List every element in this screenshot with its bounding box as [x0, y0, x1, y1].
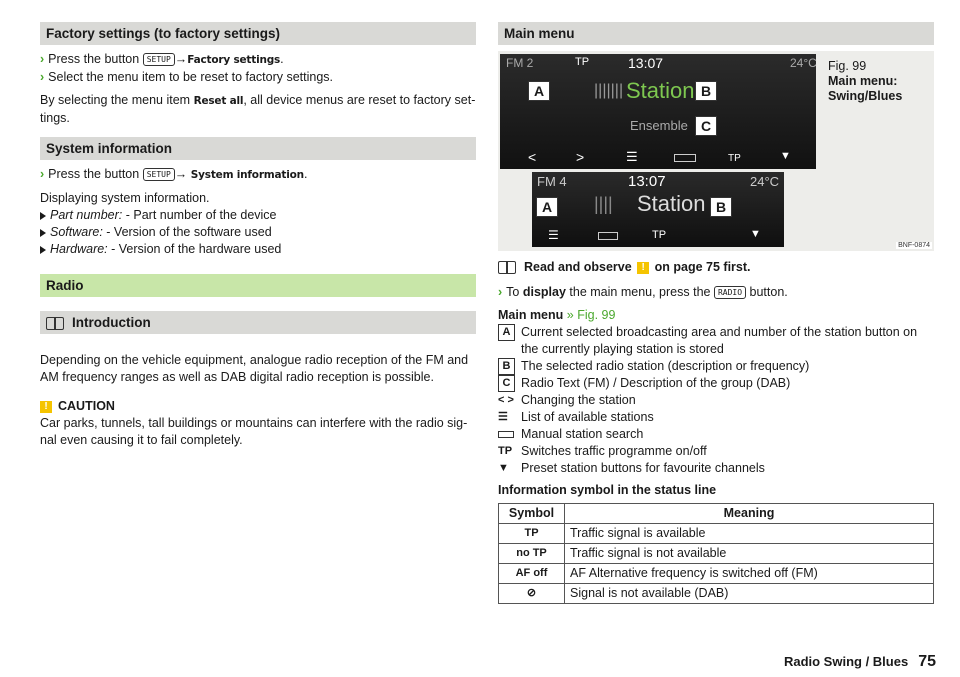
no-signal-icon: ⊘ [499, 584, 565, 604]
band-label: FM 2 [506, 56, 534, 70]
legend-item-presets: ▼ Preset station buttons for favourite channels [498, 461, 765, 475]
introduction-heading: Introduction [40, 311, 476, 334]
sysinfo-item: Software: - Version of the software used [40, 224, 476, 241]
factory-step-1: › Press the button SETUP →Factory settings. [40, 52, 284, 66]
next-station-icon: > [576, 149, 585, 165]
sysinfo-item: Part number: - Part number of the device [40, 207, 476, 224]
status-symbol-table [498, 503, 934, 604]
tp-button: TP [652, 229, 667, 241]
figure-id: BNF-0874 [898, 242, 930, 249]
arrow-icon: → [174, 52, 188, 66]
radio-key: RADIO [714, 286, 746, 299]
triangle-down-icon: ▼ [498, 462, 509, 474]
triangle-down-icon: ▼ [750, 228, 761, 240]
triangle-down-icon: ▼ [780, 150, 791, 162]
time-label: 13:07 [628, 173, 666, 190]
info-symbol-heading: Information symbol in the status line [498, 483, 717, 497]
station-name: Station [626, 78, 695, 103]
system-information-heading: System information [40, 137, 476, 160]
figure-99 [498, 51, 934, 251]
ensemble-label: Ensemble [630, 118, 688, 133]
callout-b: B [710, 197, 732, 217]
legend-item-a: A Current selected broadcasting area and number of the station button on the currently playing station is stored [498, 324, 934, 358]
triangle-right-icon [40, 229, 46, 237]
list-icon: ☰ [548, 228, 559, 242]
prev-next-icon: < > [498, 394, 514, 406]
left-column [40, 22, 476, 449]
prev-station-icon: < [528, 149, 537, 165]
tp-button: TP [728, 153, 741, 164]
right-column [498, 22, 934, 604]
book-icon [46, 317, 64, 330]
signal-bars-icon: |||| [594, 194, 613, 214]
main-menu-label: Main menu » Fig. 99 [498, 308, 616, 322]
legend-item-list: ☰ List of available stations [498, 410, 654, 424]
triangle-right-icon [40, 246, 46, 254]
temp-label: 24°C [750, 174, 780, 189]
display-instruction: › To display the main menu, press the RADIO button. [498, 285, 788, 299]
radio-intro-text: Depending on the vehicle equipment, analogue radio reception of the FM and AM frequency ranges as well as DAB digital radio reception is possible. [40, 353, 469, 384]
radio-screen-swing [500, 54, 816, 169]
temp-label: 24°C [790, 56, 817, 70]
read-observe-note: Read and observe ! on page 75 first. [498, 259, 934, 276]
sysinfo-step: › Press the button SETUP → System information. [40, 167, 308, 181]
factory-step-2: › Select the menu item to be reset to factory settings. [40, 70, 334, 84]
caution-icon: ! [40, 401, 52, 413]
book-icon [498, 261, 516, 274]
table-header: Symbol [499, 504, 565, 524]
caution-icon: ! [637, 262, 649, 274]
caution-text: Car parks, tunnels, tall buildings or mountains can interfere with the radio sig-nal even causing it to fail completely. [40, 416, 468, 447]
radio-heading: Radio [40, 274, 476, 297]
list-icon: ☰ [626, 149, 638, 164]
band-label: FM 4 [537, 174, 567, 189]
figure-caption: Fig. 99 Main menu: Swing/Blues [828, 59, 903, 103]
table-header-row [499, 504, 934, 524]
callout-a: A [528, 81, 550, 101]
legend-item-tp: TP Switches traffic programme on/off [498, 444, 707, 458]
chevron-icon: › [40, 52, 45, 66]
legend-item-change-station: < > Changing the station [498, 393, 636, 407]
chevron-icon: › [498, 285, 503, 299]
setup-key: SETUP [143, 168, 175, 181]
caution-title: ! CAUTION [40, 398, 476, 415]
manual-search-icon [598, 232, 618, 240]
chevron-icon: › [40, 70, 45, 84]
table-row: AF off AF Alternative frequency is switched off (FM) [499, 564, 934, 584]
main-menu-heading: Main menu [498, 22, 934, 45]
callout-c: C [695, 116, 717, 136]
manual-search-icon [674, 154, 696, 162]
page-footer [784, 653, 936, 671]
figure-reference-link[interactable]: » Fig. 99 [566, 308, 616, 322]
chevron-icon: › [40, 167, 45, 181]
legend-item-c: C Radio Text (FM) / Description of the group (DAB) [498, 375, 934, 392]
table-row: ⊘ Signal is not available (DAB) [499, 584, 934, 604]
list-icon: ☰ [498, 411, 508, 423]
footer-title: Radio Swing / Blues [783, 654, 909, 669]
tp-icon: TP [498, 445, 513, 457]
manual-search-icon [498, 426, 521, 443]
station-name: Station [637, 191, 706, 216]
tp-label: TP [575, 56, 590, 68]
legend-item-manual-search: Manual station search [498, 426, 934, 443]
legend-item-b: B The selected radio station (description or frequency) [498, 358, 934, 375]
page-number: 75 [918, 653, 936, 670]
arrow-icon: → [174, 167, 188, 181]
factory-settings-heading: Factory settings (to factory settings) [40, 22, 476, 45]
callout-b: B [695, 81, 717, 101]
table-row: no TP Traffic signal is not available [499, 544, 934, 564]
triangle-right-icon [40, 212, 46, 220]
callout-a: A [536, 197, 558, 217]
sysinfo-intro: Displaying system information. [40, 191, 210, 205]
sysinfo-item: Hardware: - Version of the hardware used [40, 241, 476, 258]
time-label: 13:07 [628, 55, 664, 71]
factory-paragraph: By selecting the menu item Reset all, all device menus are reset to factory set-tings. [40, 93, 476, 125]
signal-bars-icon: ||||||| [594, 82, 624, 99]
radio-screen-blues [532, 172, 784, 247]
setup-key: SETUP [143, 53, 175, 66]
table-row: TP Traffic signal is available [499, 524, 934, 544]
table-header: Meaning [565, 504, 934, 524]
